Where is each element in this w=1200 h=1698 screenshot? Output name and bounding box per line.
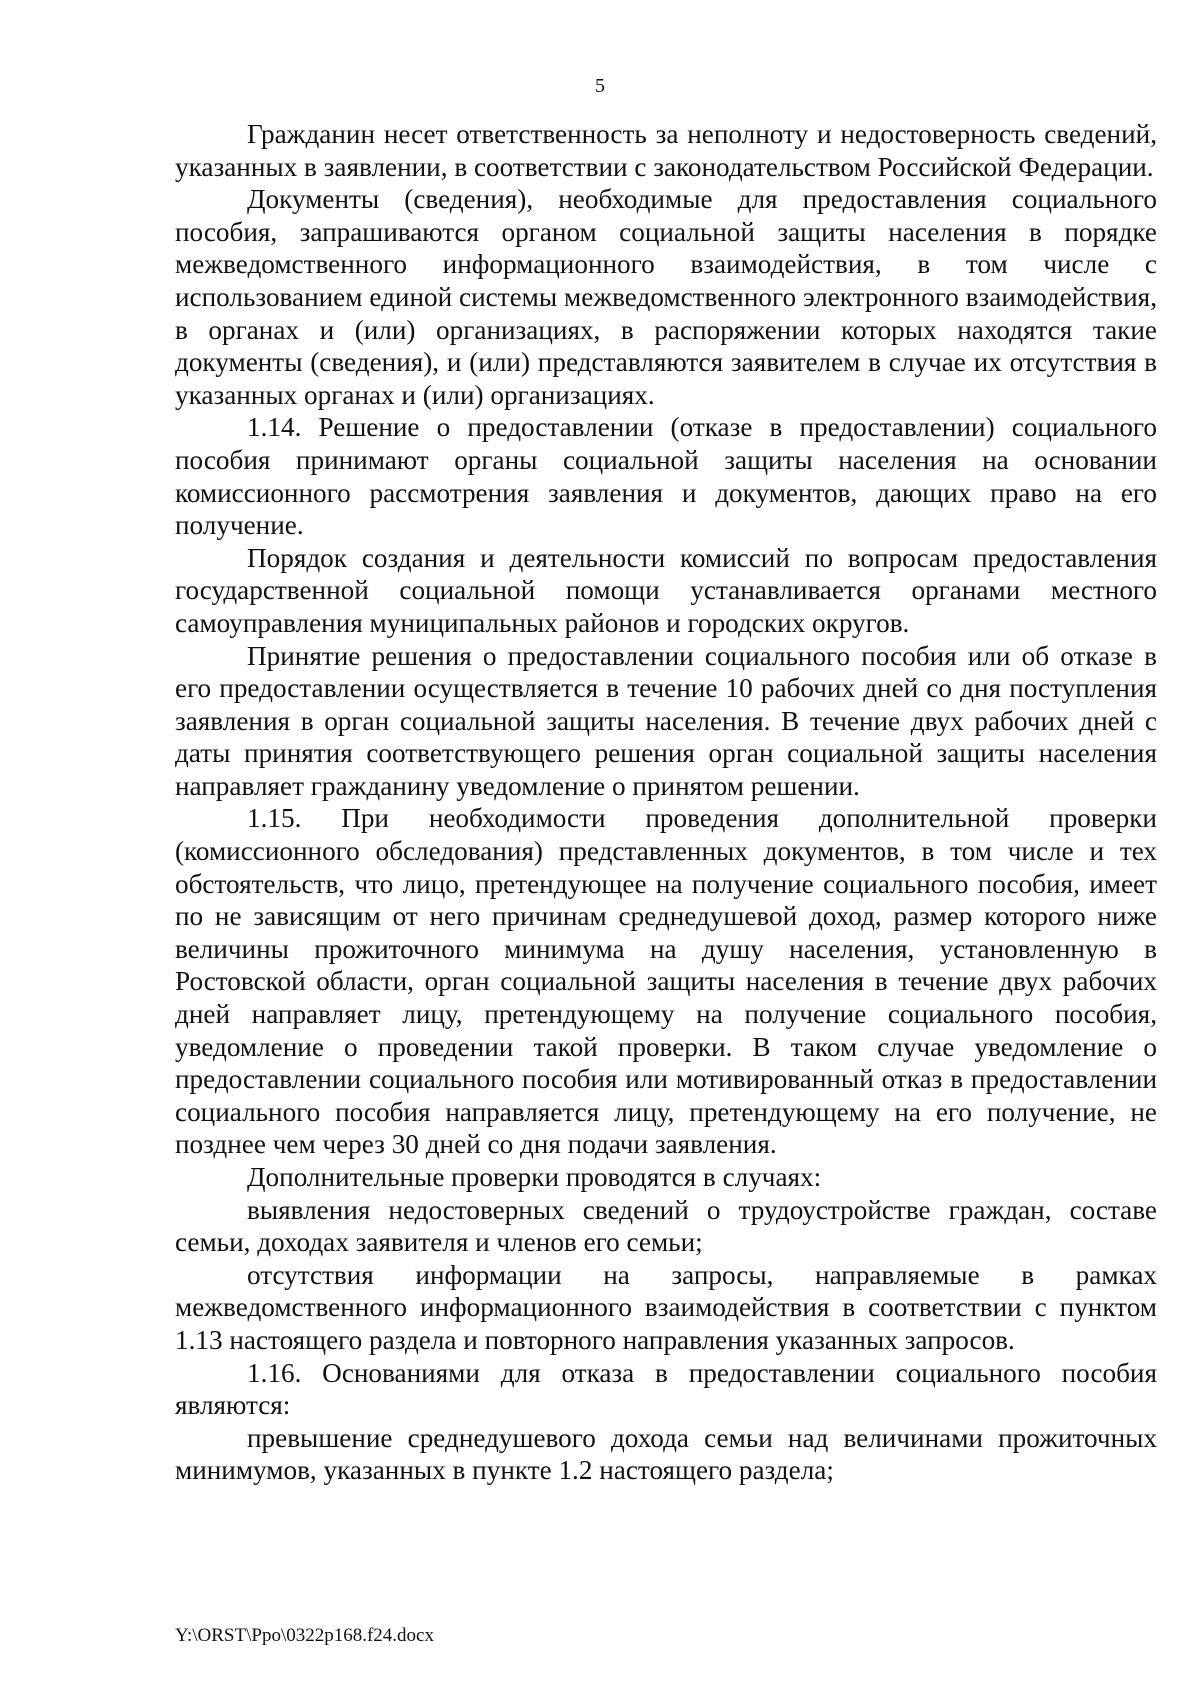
paragraph-1-14: 1.14. Решение о предоставлении (отказе в предоставлении) социального пособия принимают органы социальной защиты населения на основании комиссионного рассмотрения заявления и документов, дающих право на его получение. <box>175 412 1157 541</box>
paragraph-commissions: Порядок создания и деятельности комиссий по вопросам предоставления государственной социальной помощи устанавливается органами местного самоуправления муниципальных районов и городских округов. <box>175 542 1157 638</box>
page-number: 5 <box>595 75 605 97</box>
paragraph-refusal-reason-1: превышение среднедушевого дохода семьи над величинами прожиточных минимумов, указанных в пункте 1.2 настоящего раздела; <box>175 1422 1157 1486</box>
paragraph-documents-request: Документы (сведения), необходимые для предоставления социального пособия, запрашиваются органом социальной защиты населения в порядке межведомственного информационного взаимодействия, в том числе с использованием единой системы межведомственного электронного взаимодействия, в органах и (или) организациях, в распоряжении которых находятся такие документы (сведения), и (или) представляются заявителем в случае их отсутствия в указанных органах и (или) организациях. <box>175 184 1157 410</box>
paragraph-responsibility: Гражданин несет ответственность за неполноту и недостоверность сведений, указанных в заявлении, в соответствии с законодательством Российской Федерации. <box>175 119 1157 182</box>
paragraph-decision-timing: Принятие решения о предоставлении социального пособия или об отказе в его предоставлении осуществляется в течение 10 рабочих дней со дня поступления заявления в орган социальной защиты населения. В течение двух рабочих дней с даты принятия соответствующего решения орган социальной защиты населения направляет гражданину уведомление о принятом решении. <box>175 640 1157 801</box>
document-body <box>175 118 1157 1487</box>
paragraph-1-15: 1.15. При необходимости проведения дополнительной проверки (комиссионного обследования) представленных документов, в том числе и тех обстоятельств, что лицо, претендующее на получение социального пособия, имеет по не зависящим от него причинам среднедушевой доход, размер которого ниже величины прожиточного минимума на душу населения, установленную в Ростовской области, орган социальной защиты населения в течение двух рабочих дней направляет лицу, претендующему на получение социального пособия, уведомление о проведении такой проверки. В таком случае уведомление о предоставлении социального пособия или мотивированный отказ в предоставлении социального пособия направляется лицу, претендующему на его получение, не позднее чем через 30 дней со дня подачи заявления. <box>175 803 1157 1160</box>
paragraph-1-16: 1.16. Основаниями для отказа в предоставлении социального пособия являются: <box>175 1357 1157 1421</box>
paragraph-check-case-2: отсутствия информации на запросы, направляемые в рамках межведомственного информационного взаимодействия в соответствии с пунктом 1.13 настоящего раздела и повторного направления указанных запросов. <box>175 1259 1157 1355</box>
paragraph-check-case-1: выявления недостоверных сведений о трудоустройстве граждан, составе семьи, доходах заявителя и членов его семьи; <box>175 1194 1157 1258</box>
paragraph-additional-checks: Дополнительные проверки проводятся в случаях: <box>247 1162 822 1192</box>
footer-file-path: Y:\ORST\Ppo\0322p168.f24.docx <box>175 1625 434 1646</box>
